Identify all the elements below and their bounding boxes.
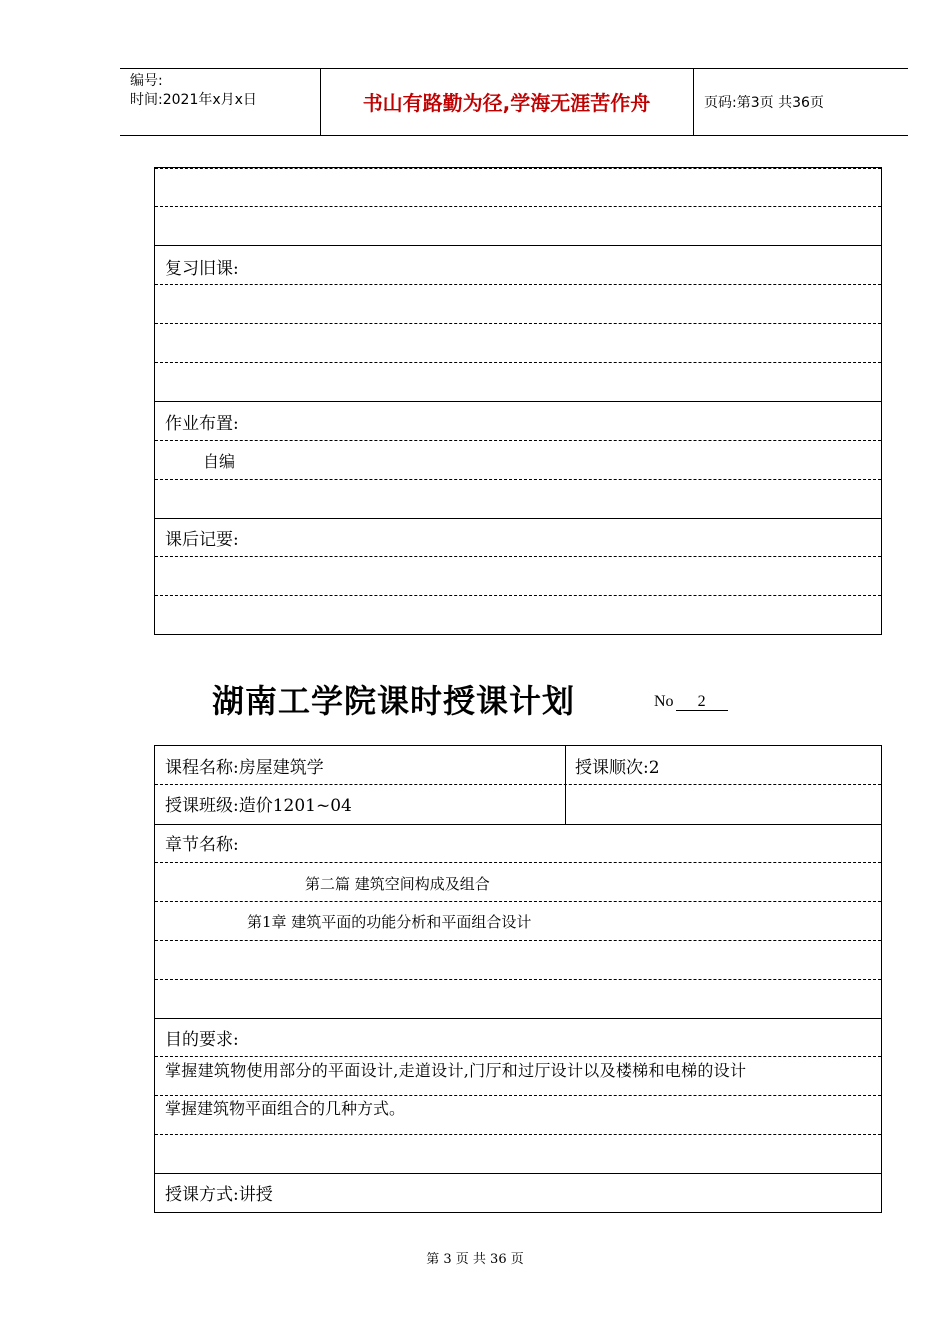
dashed-line: [155, 1095, 881, 1096]
dashed-line: [155, 784, 881, 785]
plan-number-value: 2: [676, 694, 728, 711]
column-divider: [565, 746, 566, 824]
class-name: 授课班级:造价1201~04: [165, 796, 352, 816]
page-footer: 第 3 页 共 36 页: [426, 1252, 524, 1267]
dashed-line: [155, 901, 881, 902]
chapter-title: 第1章 建筑平面的功能分析和平面组合设计: [247, 913, 532, 931]
page-header: [120, 68, 908, 136]
header-page-info: 页码:第3页 共36页: [704, 95, 824, 111]
header-meta: [130, 72, 257, 110]
dashed-line: [155, 206, 881, 207]
dashed-line: [155, 1134, 881, 1135]
teaching-method: 授课方式:讲授: [165, 1185, 273, 1205]
dashed-line: [155, 440, 881, 441]
notes-label: 课后记要:: [165, 530, 239, 550]
dashed-line: [155, 940, 881, 941]
section-divider: [155, 245, 881, 246]
plan-number-label: No: [654, 693, 674, 710]
dashed-line: [155, 323, 881, 324]
section-divider: [155, 1018, 881, 1019]
dashed-line: [155, 1056, 881, 1057]
chapter-label: 章节名称:: [165, 835, 239, 855]
section-divider: [155, 824, 881, 825]
plan-number: [654, 693, 728, 711]
dashed-line: [155, 168, 881, 169]
dashed-line: [155, 862, 881, 863]
code-label: 编号:: [130, 73, 163, 89]
dashed-line: [155, 595, 881, 596]
teaching-sequence: 授课顺次:2: [575, 758, 660, 778]
dashed-line: [155, 284, 881, 285]
homework-text: 自编: [203, 452, 236, 471]
homework-label: 作业布置:: [165, 414, 239, 434]
dashed-line: [155, 556, 881, 557]
course-name: 课程名称:房屋建筑学: [165, 758, 324, 778]
plan-title: 湖南工学院课时授课计划: [212, 682, 576, 720]
dashed-line: [155, 979, 881, 980]
section-divider: [155, 518, 881, 519]
time-label: 时间:2021年x月x日: [130, 92, 257, 108]
section-divider: [155, 401, 881, 402]
dashed-line: [155, 362, 881, 363]
top-form: [154, 167, 882, 635]
review-label: 复习旧课:: [165, 259, 239, 279]
objective-label: 目的要求:: [165, 1030, 239, 1050]
objective-item: 掌握建筑物使用部分的平面设计,走道设计,门厅和过厅设计以及楼梯和电梯的设计: [165, 1062, 747, 1080]
plan-form: [154, 745, 882, 1213]
objective-item: 掌握建筑物平面组合的几种方式。: [165, 1099, 406, 1118]
header-divider: [693, 68, 694, 136]
chapter-part: 第二篇 建筑空间构成及组合: [305, 875, 490, 893]
section-divider: [155, 1173, 881, 1174]
dashed-line: [155, 479, 881, 480]
header-motto: 书山有路勤为径,学海无涯苦作舟: [362, 91, 651, 115]
